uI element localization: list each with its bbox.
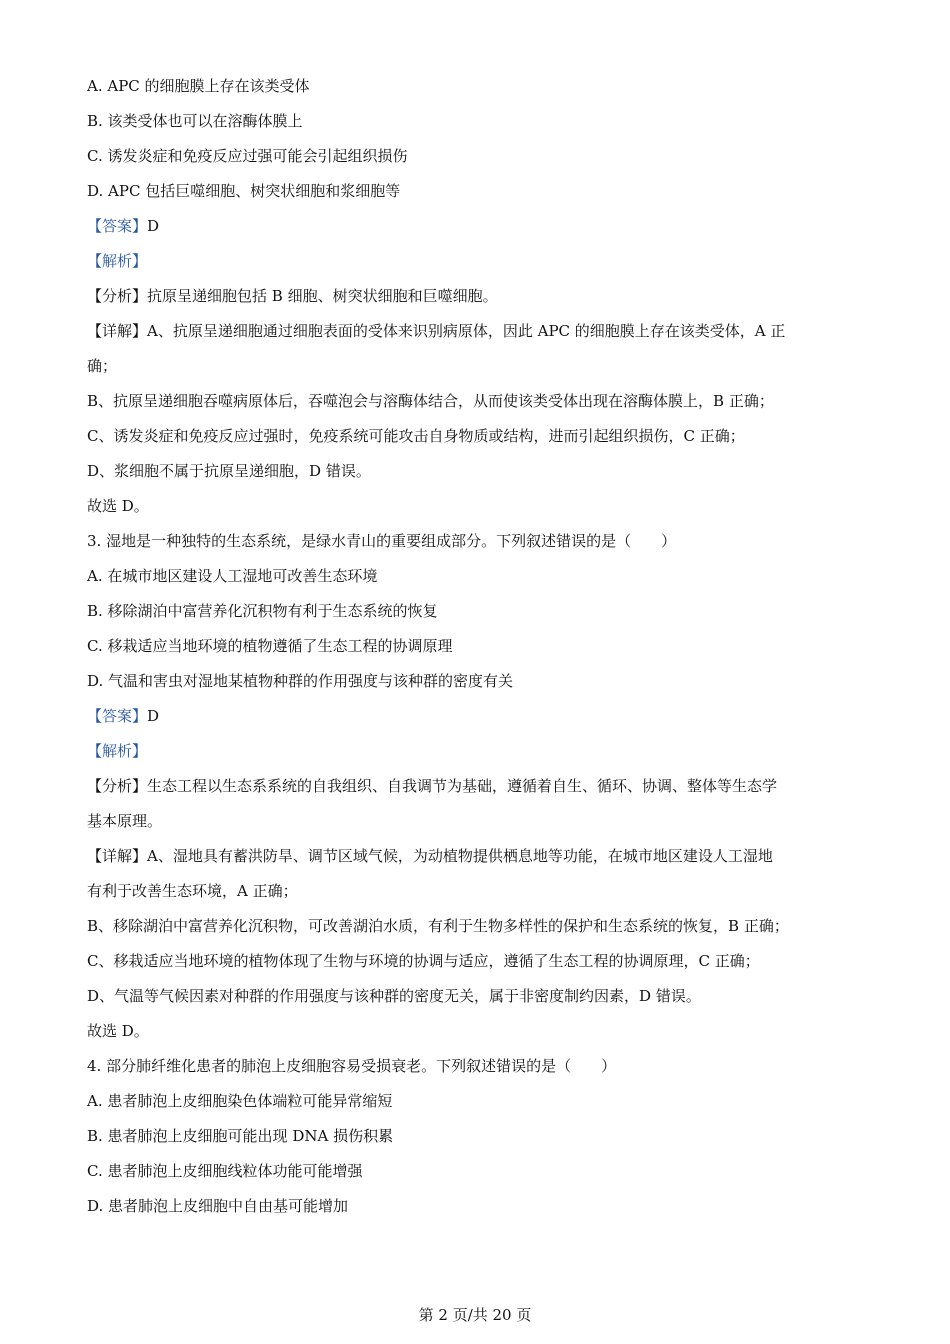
q3-analysis-line: [87, 776, 867, 796]
q3-option-b: B. 移除湖泊中富营养化沉积物有利于生态系统的恢复: [87, 602, 438, 620]
question-4: 4. 部分肺纤维化患者的肺泡上皮细胞容易受损衰老。下列叙述错误的是（ ）: [87, 1057, 617, 1075]
q3-option-c: C. 移栽适应当地环境的植物遵循了生态工程的协调原理: [87, 637, 453, 655]
q3-analysis-heading: 【解析】: [87, 742, 148, 760]
detail-line: [87, 321, 867, 341]
detail-tag: 【详解】: [87, 322, 148, 340]
q3-answer-line: [87, 706, 867, 726]
q3-option-d: D. 气温和害虫对湿地某植物种群的作用强度与该种群的密度有关: [87, 672, 514, 690]
q3-option-a: A. 在城市地区建设人工湿地可改善生态环境: [87, 567, 378, 585]
q3-answer-value: D: [147, 707, 160, 725]
detail-text-d: D、浆细胞不属于抗原呈递细胞，D 错误。: [87, 462, 371, 480]
answer-tag: 【答案】: [87, 217, 148, 235]
answer-value: D: [147, 217, 160, 235]
detail-text-b: B、抗原呈递细胞吞噬病原体后，吞噬泡会与溶酶体结合，从而使该类受体出现在溶酶体膜上，B 正确；: [87, 392, 774, 410]
q4-option-c: C. 患者肺泡上皮细胞线粒体功能可能增强: [87, 1162, 363, 1180]
option-b: B. 该类受体也可以在溶酶体膜上: [87, 112, 303, 130]
q3-detail-text-c: C、移栽适应当地环境的植物体现了生物与环境的协调与适应，遵循了生态工程的协调原理，C 正确；: [87, 952, 760, 970]
detail-text-a: A、抗原呈递细胞通过细胞表面的受体来识别病原体，因此 APC 的细胞膜上存在该类受体，A 正: [147, 322, 786, 340]
detail-text-a-cont: 确；: [87, 357, 118, 375]
answer-line: [87, 216, 867, 236]
option-a: A. APC 的细胞膜上存在该类受体: [87, 77, 310, 95]
q4-option-a: A. 患者肺泡上皮细胞染色体端粒可能异常缩短: [87, 1092, 393, 1110]
analysis-heading: 【解析】: [87, 252, 148, 270]
conclusion: 故选 D。: [87, 497, 149, 515]
detail-text-c: C、诱发炎症和免疫反应过强时，免疫系统可能攻击自身物质或结构，进而引起组织损伤，C 正确；: [87, 427, 745, 445]
q3-detail-line: [87, 846, 867, 866]
option-c: C. 诱发炎症和免疫反应过强可能会引起组织损伤: [87, 147, 408, 165]
q3-detail-text-d: D、气温等气候因素对种群的作用强度与该种群的密度无关，属于非密度制约因素，D 错误。: [87, 987, 701, 1005]
q3-analysis-text: 生态工程以生态系系统的自我组织、自我调节为基础，遵循着自生、循环、协调、整体等生态学: [147, 777, 778, 795]
q3-detail-tag: 【详解】: [87, 847, 148, 865]
analysis-text: 抗原呈递细胞包括 B 细胞、树突状细胞和巨噬细胞。: [147, 287, 498, 305]
page-footer: 第 2 页/共 20 页: [418, 1306, 532, 1324]
option-d: D. APC 包括巨噬细胞、树突状细胞和浆细胞等: [87, 182, 401, 200]
q3-answer-tag: 【答案】: [87, 707, 148, 725]
q3-analysis-tag: 【分析】: [87, 777, 148, 795]
q4-option-d: D. 患者肺泡上皮细胞中自由基可能增加: [87, 1197, 349, 1215]
analysis-tag: 【分析】: [87, 287, 148, 305]
analysis-line: [87, 286, 867, 306]
q3-detail-text-b: B、移除湖泊中富营养化沉积物，可改善湖泊水质，有利于生物多样性的保护和生态系统的恢复，B 正确；: [87, 917, 789, 935]
q4-option-b: B. 患者肺泡上皮细胞可能出现 DNA 损伤积累: [87, 1127, 394, 1145]
q3-conclusion: 故选 D。: [87, 1022, 149, 1040]
q3-detail-text-a-cont: 有利于改善生态环境，A 正确；: [87, 882, 298, 900]
q3-analysis-text-cont: 基本原理。: [87, 812, 163, 830]
q3-detail-text-a: A、湿地具有蓄洪防旱、调节区域气候，为动植物提供栖息地等功能，在城市地区建设人工湿地: [147, 847, 773, 865]
question-3: 3. 湿地是一种独特的生态系统，是绿水青山的重要组成部分。下列叙述错误的是（ ）: [87, 532, 677, 550]
